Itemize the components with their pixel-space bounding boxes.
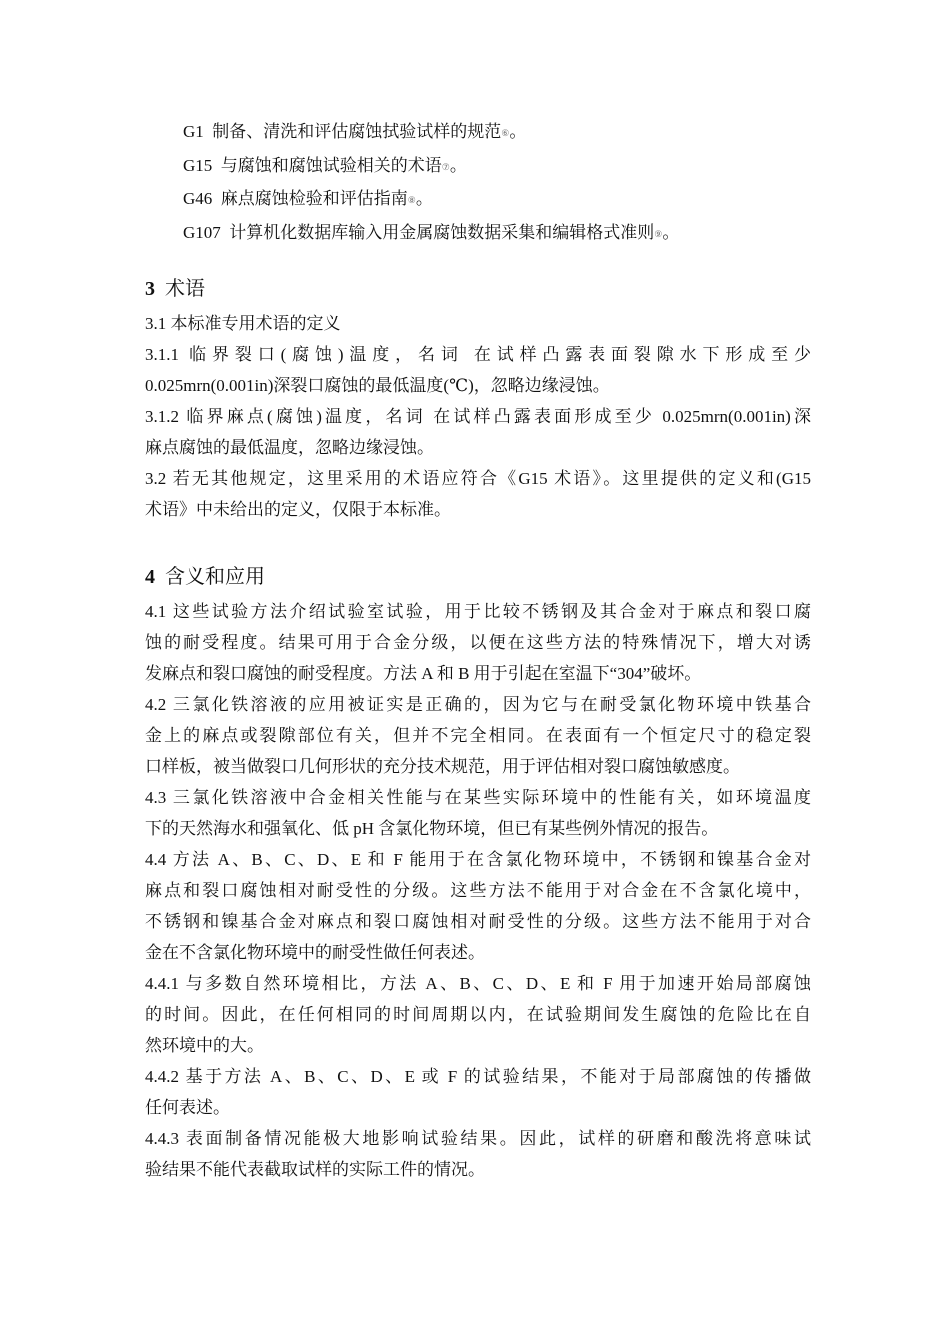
paragraph xyxy=(145,1061,811,1123)
paragraph-line: 任何表述。 xyxy=(145,1098,230,1117)
footnote-marker: ⑧ xyxy=(407,195,416,205)
reference-punctuation: 。 xyxy=(449,155,467,175)
reference-punctuation: 。 xyxy=(662,222,680,242)
paragraph-line: 不锈钢和镍基合金对麻点和裂口腐蚀相对耐受性的分级。这些方法不能用于对合 xyxy=(145,912,811,931)
reference-item xyxy=(183,183,823,217)
reference-punctuation: 。 xyxy=(415,189,433,208)
reference-list xyxy=(183,116,823,250)
paragraph-line: 0.025mrn(0.001in)深裂口腐蚀的最低温度(℃)，忽略边缘浸蚀。 xyxy=(145,376,610,395)
paragraph xyxy=(145,308,811,339)
paragraph xyxy=(145,968,811,1061)
reference-title: 与腐蚀和腐蚀试验相关的术语 xyxy=(220,155,442,175)
reference-code: G1 xyxy=(183,122,204,141)
footnote-marker: ⑦ xyxy=(441,161,450,172)
paragraph xyxy=(145,596,811,689)
reference-code: G107 xyxy=(183,222,221,242)
section-number: 3 xyxy=(145,278,155,300)
paragraph-line: 麻点和裂口腐蚀相对耐受性的分级。这些方法不能用于对合金在不含氯化境中， xyxy=(145,881,811,900)
paragraph-line: 4.2 三氯化铁溶液的应用被证实是正确的，因为它与在耐受氯化物环境中铁基合 xyxy=(145,695,811,714)
section-significance-and-use xyxy=(145,560,811,1185)
paragraph xyxy=(145,463,811,525)
paragraph-line: 发麻点和裂口腐蚀的耐受程度。方法 A 和 B 用于引起在室温下“304”破坏。 xyxy=(145,664,702,683)
paragraph-line: 3.1 本标准专用术语的定义 xyxy=(145,314,341,333)
paragraph-line: 口样板，被当做裂口几何形状的充分技术规范，用于评估相对裂口腐蚀敏感度。 xyxy=(145,757,740,776)
section-terminology xyxy=(145,272,811,525)
paragraph xyxy=(145,1123,811,1185)
paragraph-line: 4.4.3 表面制备情况能极大地影响试验结果。因此，试样的研磨和酸洗将意味试 xyxy=(145,1129,811,1148)
reference-item xyxy=(183,116,823,150)
reference-item xyxy=(183,150,823,184)
reference-title: 计算机化数据库输入用金属腐蚀数据采集和编辑格式准则 xyxy=(229,222,655,242)
reference-title: 麻点腐蚀检验和评估指南 xyxy=(220,189,408,208)
paragraph xyxy=(145,782,811,844)
reference-punctuation: 。 xyxy=(509,122,527,141)
section-heading xyxy=(145,272,811,306)
paragraph-line: 术语》中未给出的定义，仅限于本标准。 xyxy=(145,500,451,519)
paragraph-line: 金上的麻点或裂隙部位有关，但并不完全相同。在表面有一个恒定尺寸的稳定裂 xyxy=(145,726,811,745)
reference-item xyxy=(183,217,823,251)
paragraph xyxy=(145,401,811,463)
section-title: 含义和应用 xyxy=(165,566,265,588)
paragraph-line: 4.4.2 基于方法 A、B、C、D、E 或 F 的试验结果，不能对于局部腐蚀的传播做 xyxy=(145,1067,811,1086)
paragraph-line: 然环境中的大。 xyxy=(145,1036,264,1055)
section-number: 4 xyxy=(145,566,155,588)
paragraph-line: 4.4 方法 A、B、C、D、E 和 F 能用于在含氯化物环境中，不锈钢和镍基合金对 xyxy=(145,850,811,869)
reference-code: G15 xyxy=(183,155,213,175)
paragraph-line: 蚀的耐受程度。结果可用于合金分级，以便在这些方法的特殊情况下，增大对诱 xyxy=(145,633,811,652)
paragraph-line: 金在不含氯化物环境中的耐受性做任何表述。 xyxy=(145,943,485,962)
paragraph xyxy=(145,339,811,401)
footnote-marker: ⑥ xyxy=(501,128,510,138)
paragraph-line: 4.3 三氯化铁溶液中合金相关性能与在某些实际环境中的性能有关，如环境温度 xyxy=(145,788,811,807)
paragraph-line: 验结果不能代表截取试样的实际工件的情况。 xyxy=(145,1160,485,1179)
paragraph xyxy=(145,689,811,782)
paragraph-line: 麻点腐蚀的最低温度，忽略边缘浸蚀。 xyxy=(145,438,434,457)
reference-code: G46 xyxy=(183,189,213,208)
paragraph xyxy=(145,844,811,968)
paragraph-line: 3.1.2 临界麻点(腐蚀)温度，名词 在试样凸露表面形成至少 0.025mrn(0.001in)深 xyxy=(145,407,811,426)
paragraph-line: 下的天然海水和强氧化、低 pH 含氯化物环境，但已有某些例外情况的报告。 xyxy=(145,819,719,838)
paragraph-line: 3.2 若无其他规定，这里采用的术语应符合《G15 术语》。这里提供的定义和(G15 xyxy=(145,469,811,488)
paragraph-line: 的时间。因此，在任何相同的时间周期以内，在试验期间发生腐蚀的危险比在自 xyxy=(145,1005,811,1024)
paragraph-line: 4.4.1 与多数自然环境相比，方法 A、B、C、D、E 和 F 用于加速开始局部腐蚀 xyxy=(145,974,811,993)
section-title: 术语 xyxy=(165,278,205,300)
footnote-marker: ⑨ xyxy=(654,228,663,239)
reference-title: 制备、清洗和评估腐蚀拭验试样的规范 xyxy=(212,122,502,141)
section-heading xyxy=(145,560,811,594)
paragraph-line: 3.1.1 临界裂口(腐蚀)温度，名词 在试样凸露表面裂隙水下形成至少 xyxy=(145,345,811,364)
paragraph-line: 4.1 这些试验方法介绍试验室试验，用于比较不锈钢及其合金对于麻点和裂口腐 xyxy=(145,602,811,621)
